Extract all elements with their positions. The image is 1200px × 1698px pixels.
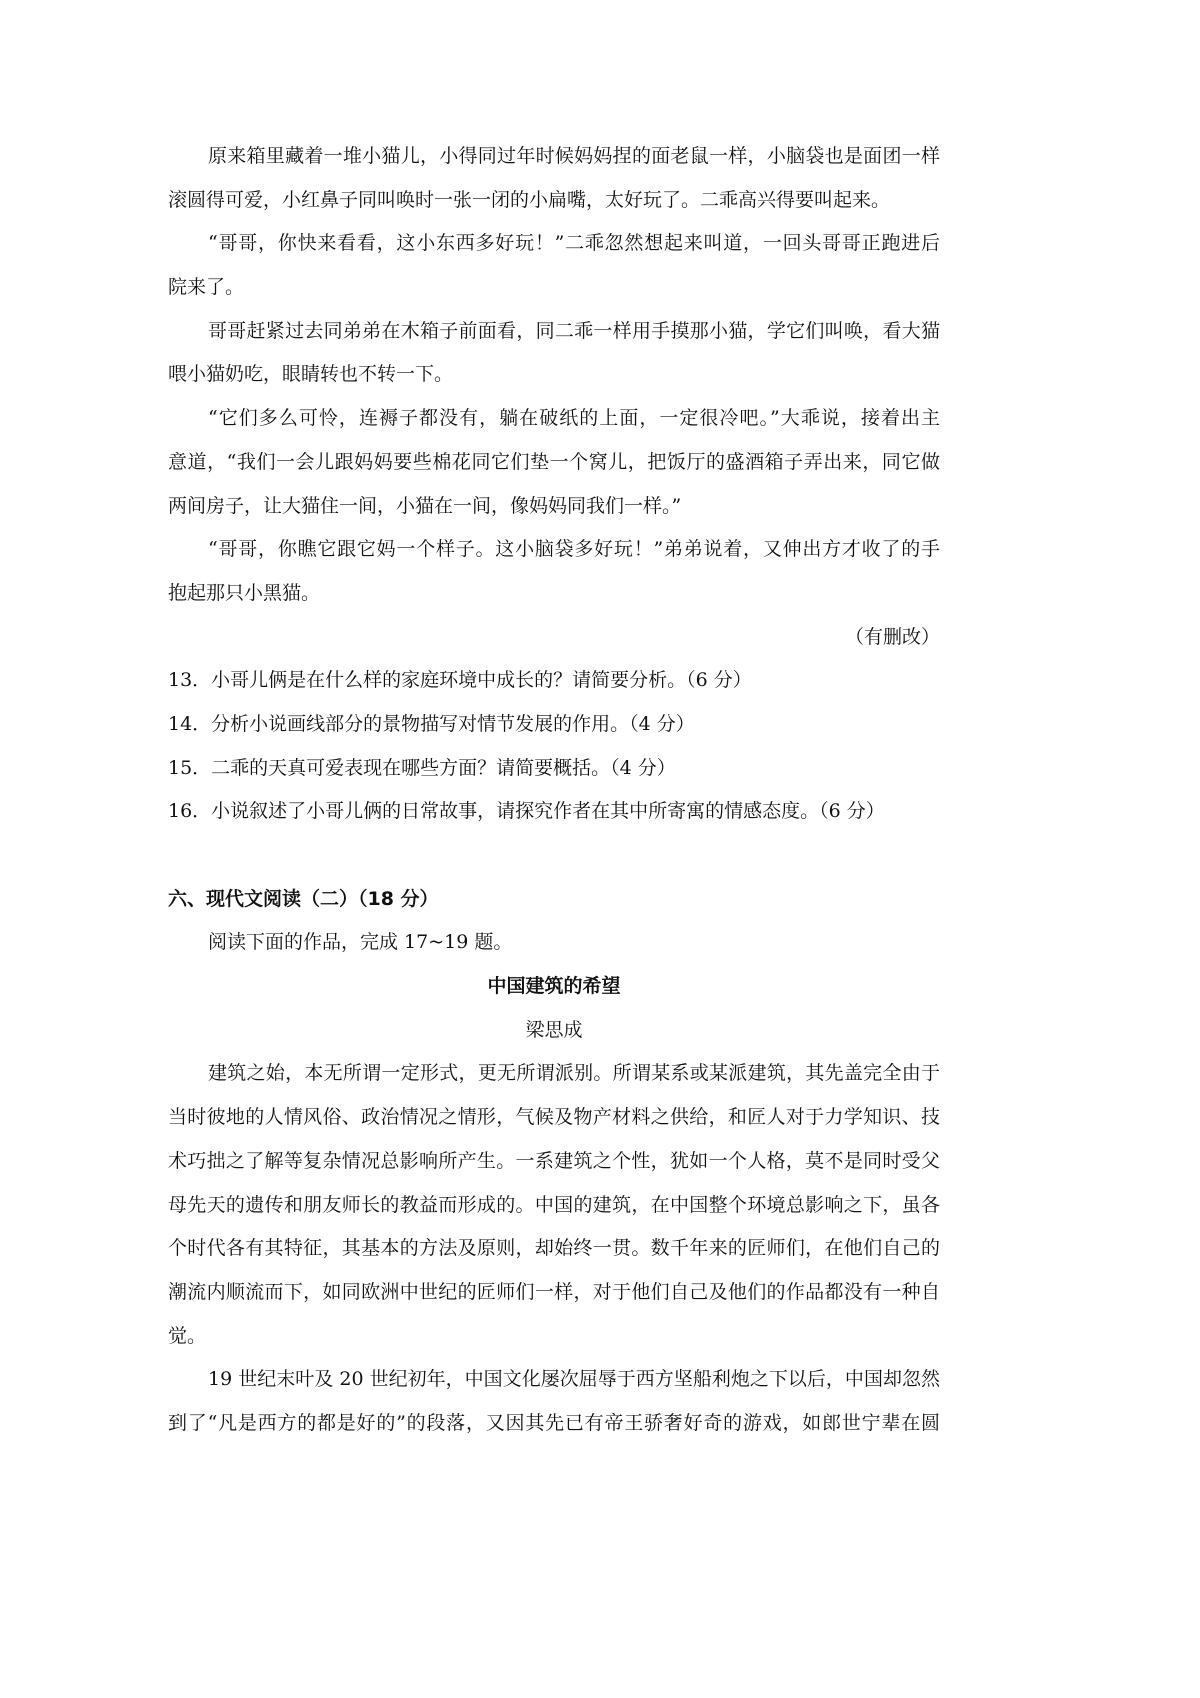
essay-line: 建筑之始，本无所谓一定形式，更无所谓派别。所谓某系或某派建筑，其先盖完全由于	[208, 1062, 940, 1085]
story-line: 意道，“我们一会儿跟妈妈要些棉花同它们垫一个窝儿，把饭厅的盛酒箱子弄出来，同它做	[168, 450, 940, 473]
essay-line: 术巧拙之了解等复杂情况总影响所产生。一系建筑之个性，犹如一个人格，莫不是同时受父	[168, 1149, 940, 1172]
question-item: 16．小说叙述了小哥儿俩的日常故事，请探究作者在其中所寄寓的情感态度。（6 分）	[168, 800, 885, 823]
question-item: 13．小哥儿俩是在什么样的家庭环境中成长的？请简要分析。（6 分）	[168, 669, 752, 692]
story-line: “哥哥，你快来看看，这小东西多好玩！”二乖忽然想起来叫道，一回头哥哥正跑进后	[208, 232, 940, 255]
question-list	[168, 659, 940, 834]
essay-line: 个时代各有其特征，其基本的方法及原则，却始终一贯。数千年来的匠师们，在他们自己的	[168, 1237, 940, 1260]
source-note: （有删改）	[844, 625, 940, 648]
essay-body	[168, 1052, 940, 1445]
essay-line: 母先天的遗传和朋友师长的教益而形成的。中国的建筑，在中国整个环境总影响之下，虽各	[168, 1193, 940, 1216]
story-line: 哥哥赶紧过去同弟弟在木箱子前面看，同二乖一样用手摸那小猫，学它们叫唤，看大猫	[208, 319, 940, 342]
essay-line: 当时彼地的人情风俗、政治情况之情形，气候及物产材料之供给，和匠人对于力学知识、技	[168, 1106, 940, 1129]
document-page	[168, 135, 940, 1446]
story-excerpt	[168, 135, 940, 616]
essay-line: 19 世纪末叶及 20 世纪初年，中国文化屡次屈辱于西方坚船利炮之下以后，中国却忽然	[208, 1368, 940, 1391]
section-instruction: 阅读下面的作品，完成 17~19 题。	[208, 931, 513, 954]
story-line: “它们多么可怜，连褥子都没有，躺在破纸的上面，一定很冷吧。”大乖说，接着出主	[208, 407, 940, 430]
story-line: 喂小猫奶吃，眼睛转也不转一下。	[168, 363, 454, 386]
story-line: “哥哥，你瞧它跟它妈一个样子。这小脑袋多好玩！”弟弟说着，又伸出方才收了的手	[208, 538, 940, 561]
essay-author: 梁思成	[525, 1018, 583, 1041]
story-line: 院来了。	[168, 276, 245, 299]
essay-title: 中国建筑的希望	[487, 975, 621, 998]
question-item: 14．分析小说画线部分的景物描写对情节发展的作用。（4 分）	[168, 712, 695, 735]
blank-line	[168, 834, 940, 878]
section-heading: 六、现代文阅读（二）（18 分）	[168, 887, 439, 910]
story-line: 滚圆得可爱，小红鼻子同叫唤时一张一闭的小扁嘴，太好玩了。二乖高兴得要叫起来。	[168, 188, 891, 211]
story-line: 抱起那只小黑猫。	[168, 581, 321, 604]
story-line: 原来箱里藏着一堆小猫儿，小得同过年时候妈妈捏的面老鼠一样，小脑袋也是面团一样	[208, 145, 940, 167]
essay-line: 到了“凡是西方的都是好的”的段落，又因其先已有帝王骄奢好奇的游戏，如郎世宁辈在圆	[168, 1411, 940, 1434]
essay-line: 觉。	[168, 1324, 207, 1347]
story-line: 两间房子，让大猫住一间，小猫在一间，像妈妈同我们一样。”	[168, 494, 682, 517]
question-item: 15．二乖的天真可爱表现在哪些方面？请简要概括。（4 分）	[168, 756, 676, 779]
essay-line: 潮流内顺流而下，如同欧洲中世纪的匠师们一样，对于他们自己及他们的作品都没有一种自	[168, 1280, 940, 1303]
